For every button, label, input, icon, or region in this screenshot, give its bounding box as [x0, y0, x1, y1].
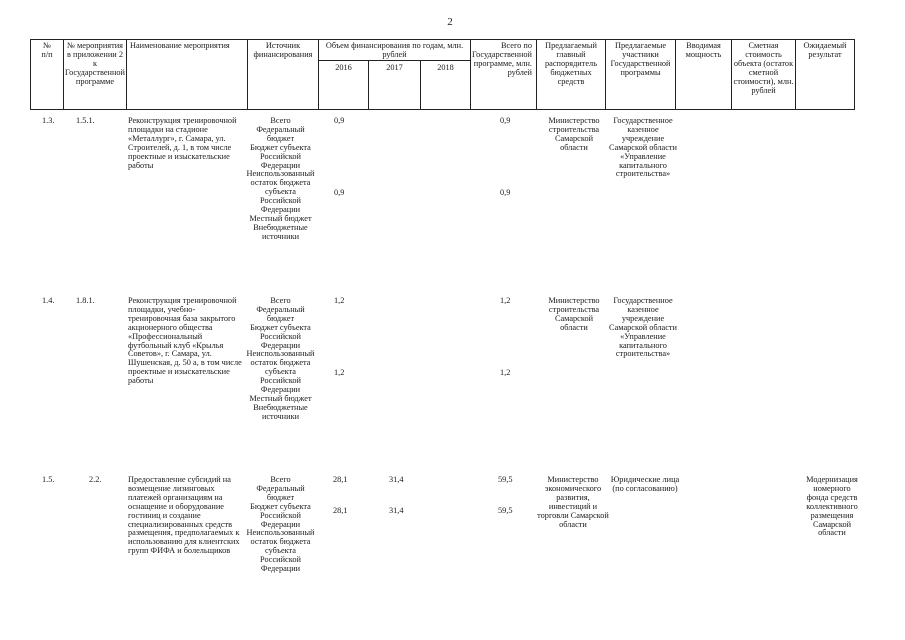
source-item: Федеральный бюджет — [256, 304, 305, 323]
source-item: Всего — [270, 475, 291, 484]
value-total: 0,9 — [500, 188, 511, 197]
row-sources — [244, 476, 317, 574]
value-total: 1,2 — [500, 368, 511, 377]
row-num: 1.3. — [42, 116, 55, 125]
row-result: Модернизация номерного фонда средств коллективного размещения Самарской области — [806, 475, 858, 538]
source-item: Бюджет субъекта Российской Федерации — [250, 322, 311, 350]
value-total: 59,5 — [498, 475, 513, 484]
row-num: 1.5. — [42, 475, 55, 484]
value-2016: 1,2 — [334, 368, 345, 377]
source-item: Неиспользованный остаток бюджета субъекта Российской Федерации — [246, 528, 315, 574]
header-capacity: Вводимая мощность — [676, 40, 732, 110]
value-2016: 0,9 — [334, 188, 345, 197]
row-sources — [244, 297, 317, 422]
row-event-num: 2.2. — [89, 475, 102, 484]
row-participants: Юридические лица (по согласованию) — [610, 475, 680, 493]
header-name: Наименование мероприятия — [127, 40, 248, 110]
source-item: Федеральный бюджет — [256, 124, 305, 143]
source-item: Внебюджетные источники — [253, 402, 308, 421]
row-participants: Государственное казенное учреждение Самарской области «Управление капитального строительства» — [609, 296, 677, 359]
header-total: Всего по Государственной программе, млн. рублей — [471, 40, 537, 110]
value-2016: 1,2 — [334, 296, 345, 305]
source-item: Бюджет субъекта Российской Федерации — [250, 501, 311, 529]
row-name: Реконструкция тренировочной площадки, учебно-тренировочная база закрытого акционерного общества «Профессиональный футбольный клуб «Крылья Советов», г. Самара, ул. Шушенская, д. 50 а, в том числе проектные и изыскательские работы — [128, 296, 242, 386]
row-manager: Министерство строительства Самарской области — [548, 116, 600, 152]
value-2017: 31,4 — [389, 506, 404, 515]
value-total: 0,9 — [500, 116, 511, 125]
table-header — [30, 39, 855, 110]
row-manager: Министерство строительства Самарской области — [548, 296, 600, 332]
header-source: Источник финансирования — [248, 40, 319, 110]
row-manager: Министерство экономического развития, инвестиций и торговли Самарской области — [537, 475, 609, 529]
page-number: 2 — [447, 16, 453, 28]
source-item: Внебюджетные источники — [253, 222, 308, 241]
value-total: 59,5 — [498, 506, 513, 515]
header-num: № п/п — [31, 40, 64, 110]
source-item: Неиспользованный остаток бюджета субъекта Российской Федерации — [246, 349, 315, 395]
source-item: Неиспользованный остаток бюджета субъекта Российской Федерации — [246, 169, 315, 215]
row-num: 1.4. — [42, 296, 55, 305]
header-year-2016: 2016 — [319, 61, 369, 110]
source-item: Федеральный бюджет — [256, 483, 305, 502]
source-item: Бюджет субъекта Российской Федерации — [250, 142, 311, 170]
value-total: 1,2 — [500, 296, 511, 305]
header-year-2018: 2018 — [421, 61, 471, 110]
header-manager: Предлагаемый главный распорядитель бюджетных средств — [537, 40, 606, 110]
header-event-num: № мероприятия в приложении 2 к Государственной программе — [64, 40, 127, 110]
row-event-num: 1.8.1. — [76, 296, 95, 305]
row-name: Предоставление субсидий на возмещение лизинговых платежей организациям на оснащение и оборудование гостиниц и создание специализированных средств размещения, предполагаемых к использованию для клиентских групп ФИФА и болельщиков — [128, 475, 240, 556]
source-item: Всего — [270, 116, 291, 125]
header-result: Ожидаемый результат — [796, 40, 855, 110]
value-2017: 31,4 — [389, 475, 404, 484]
source-item: Всего — [270, 296, 291, 305]
value-2016: 0,9 — [334, 116, 345, 125]
value-2016: 28,1 — [333, 506, 348, 515]
row-sources — [244, 117, 317, 242]
header-volume: Объем финансирования по годам, млн. рублей — [319, 40, 471, 61]
source-item: Местный бюджет — [249, 393, 312, 403]
header-estimate: Сметная стоимость объекта (остаток сметной стоимости), млн. рублей — [732, 40, 796, 110]
source-item: Местный бюджет — [249, 213, 312, 223]
header-participants: Предлагаемые участники Государственной программы — [606, 40, 676, 110]
header-year-2017: 2017 — [369, 61, 421, 110]
value-2016: 28,1 — [333, 475, 348, 484]
row-name: Реконструкция тренировочной площадки на стадионе «Металлург», г. Самара, ул. Строителей, д. 1, в том числе проектные и изыскательские работы — [128, 116, 237, 170]
row-participants: Государственное казенное учреждение Самарской области «Управление капитального строительства» — [609, 116, 677, 179]
row-event-num: 1.5.1. — [76, 116, 95, 125]
